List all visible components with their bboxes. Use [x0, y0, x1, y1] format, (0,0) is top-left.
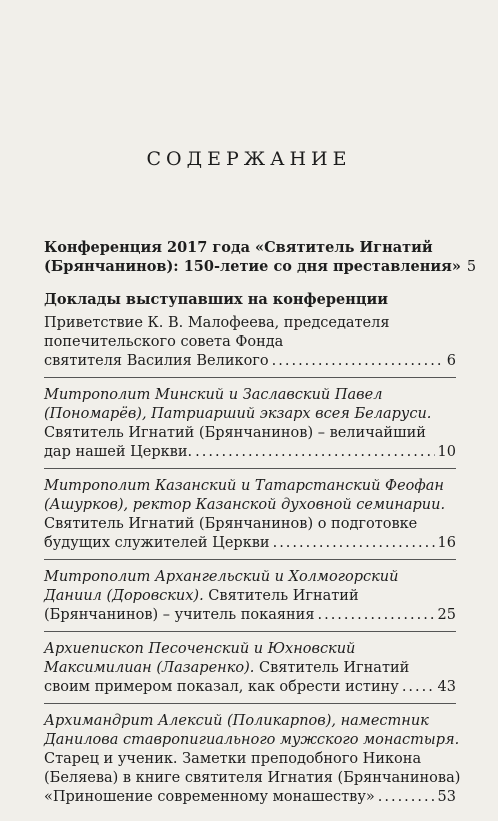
- toc-entry[interactable]: [44, 386, 456, 469]
- table-of-contents: [44, 238, 477, 821]
- entry-author: Архимандрит Алексий (Поликарпов), наместник: [44, 713, 429, 729]
- entry-author: Архиепископ Песоченский и Юхновский: [44, 641, 356, 657]
- page-number: 43: [437, 679, 456, 695]
- entry-leader-line: [44, 352, 456, 371]
- entry-author: (Ашурков), ректор Казанской духовной семинарии.: [44, 497, 446, 513]
- entry-leader-line: [44, 443, 456, 462]
- entry-leader-line: [44, 606, 456, 625]
- dot-leader: [195, 443, 434, 462]
- entry-author: Даниил (Доровских).: [44, 588, 204, 604]
- toc-entry[interactable]: [44, 477, 456, 560]
- toc-entry[interactable]: [44, 568, 456, 632]
- entry-text: своим примером показал, как обрести истину: [44, 679, 399, 695]
- entry-text: попечительского совета Фонда: [44, 334, 284, 350]
- entry-leader-line: [44, 534, 456, 553]
- entry-author: Митрополит Архангельский и Холмогорский: [44, 569, 399, 585]
- entry-author: Митрополит Казанский и Татарстанский Феофан: [44, 478, 444, 494]
- page-title: СОДЕРЖАНИЕ: [146, 148, 352, 170]
- dot-leader: [272, 352, 444, 371]
- entry-text: Святитель Игнатий: [203, 588, 359, 604]
- toc-entry-conference[interactable]: [44, 238, 477, 277]
- page-number: 10: [437, 444, 456, 460]
- entry-text: Святитель Игнатий (Брянчанинов) – величайший: [44, 425, 426, 441]
- entry-text: святителя Василия Великого: [44, 353, 269, 369]
- entry-text-line: [44, 659, 456, 678]
- entry-text: Приветствие К. В. Малофеева, председателя: [44, 315, 390, 331]
- entry-text: «Приношение современному монашеству»: [44, 789, 375, 805]
- page-number: 16: [437, 535, 456, 551]
- entry-text: дар нашей Церкви.: [44, 444, 193, 460]
- entry-author: Данилова ставропигиального мужского монастыря.: [44, 732, 460, 748]
- page-number: 53: [437, 789, 456, 805]
- entry-text: Святитель Игнатий: [254, 660, 410, 676]
- entry-text: Конференция 2017 года «Святитель Игнатий: [44, 239, 433, 256]
- page-number: 6: [446, 353, 456, 369]
- dot-leader: [378, 788, 435, 807]
- entry-text: Старец и ученик. Заметки преподобного Никона: [44, 751, 422, 767]
- dot-leader: [273, 534, 435, 553]
- entry-text: (Брянчанинов): 150-летие со дня преставления»: [44, 258, 461, 275]
- entry-leader-line: [44, 788, 456, 807]
- entry-text: будущих служителей Церкви: [44, 535, 270, 551]
- toc-entry[interactable]: [44, 640, 456, 704]
- entry-text: Святитель Игнатий (Брянчанинов) о подготовке: [44, 516, 418, 532]
- entry-author: Митрополит Минский и Заславский Павел: [44, 387, 383, 403]
- section-heading: Доклады выступавших на конференции: [44, 291, 389, 308]
- entry-author: Максимилиан (Лазаренко).: [44, 660, 255, 676]
- entry-text: (Брянчанинов) – учитель покаяния: [44, 607, 315, 623]
- page-number: 25: [437, 607, 456, 623]
- entry-text-line: [44, 587, 456, 606]
- entry-text: (Беляева) в книге святителя Игнатия (Брянчанинова): [44, 770, 461, 786]
- entry-leader-line: [44, 678, 456, 697]
- page-number: 5: [466, 259, 477, 275]
- dot-leader: [402, 678, 435, 697]
- toc-entry[interactable]: [44, 314, 456, 378]
- dot-leader: [317, 606, 434, 625]
- entry-leader-line: [44, 257, 477, 277]
- entry-author: (Пономарёв), Патриарший экзарх всея Беларуси.: [44, 406, 432, 422]
- toc-entry[interactable]: [44, 712, 461, 813]
